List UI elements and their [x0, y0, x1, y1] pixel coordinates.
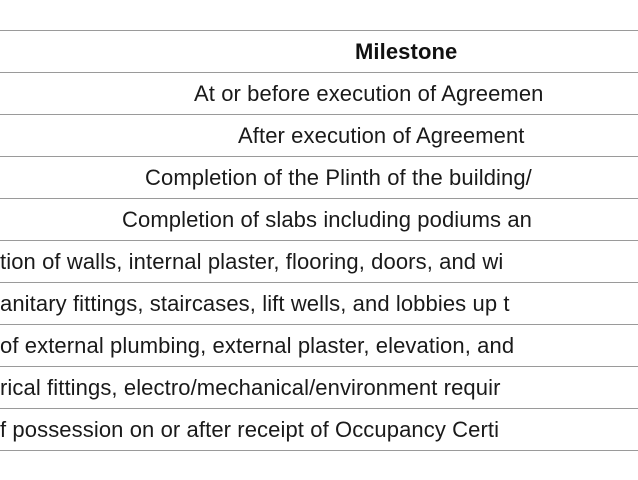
table-header-row — [0, 31, 638, 73]
milestone-cell: Completion of slabs including podiums an — [122, 207, 533, 232]
table-row — [0, 199, 638, 241]
milestone-table — [0, 30, 638, 451]
table-row — [0, 367, 638, 409]
table-row — [0, 409, 638, 451]
milestone-column-header: Milestone — [355, 39, 458, 64]
table-row — [0, 115, 638, 157]
table-row — [0, 325, 638, 367]
milestone-cell: of external plumbing, external plaster, elevation, and — [0, 333, 515, 358]
milestone-cell: tion of walls, internal plaster, flooring, doors, and wi — [0, 249, 504, 274]
table-row — [0, 283, 638, 325]
milestone-cell: After execution of Agreement — [238, 123, 525, 148]
milestone-cell: At or before execution of Agreemen — [194, 81, 544, 106]
table-row — [0, 73, 638, 115]
milestone-cell: Completion of the Plinth of the building/ — [145, 165, 532, 190]
milestone-cell: anitary fittings, staircases, lift wells, and lobbies up t — [0, 291, 510, 316]
table-row — [0, 241, 638, 283]
milestone-cell: rical fittings, electro/mechanical/environment requir — [0, 375, 501, 400]
milestone-cell: f possession on or after receipt of Occupancy Certi — [0, 417, 500, 442]
table-row — [0, 157, 638, 199]
